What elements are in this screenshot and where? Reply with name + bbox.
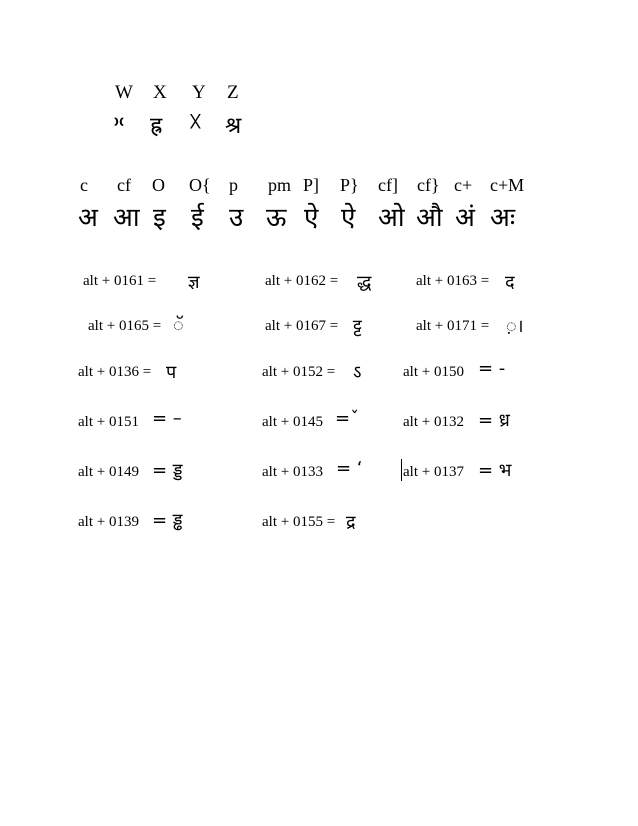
key-label: cf]	[378, 175, 398, 195]
mapped-glyph: ॅ	[173, 315, 184, 336]
mapped-glyph: = ध्र	[478, 410, 510, 431]
mapped-glyph: = -	[478, 358, 506, 379]
alt-code: alt + 0136 =	[78, 364, 152, 380]
mapped-glyph: = ड्ढ	[152, 510, 183, 531]
devanagari-char: अ	[78, 203, 98, 233]
alt-code: alt + 0162 =	[265, 273, 339, 289]
key-label: O{	[189, 175, 211, 195]
mapped-glyph: ऽ	[353, 362, 362, 383]
devanagari-char: अः	[490, 203, 516, 233]
alt-code: alt + 0133	[262, 464, 323, 480]
mapped-glyph: =ˇ	[335, 408, 360, 429]
key-label: P]	[303, 175, 320, 195]
devanagari-char: ऐ	[304, 203, 319, 233]
devanagari-char: इ	[153, 203, 166, 233]
key-label: cf	[117, 175, 131, 195]
key-label: c+M	[490, 175, 525, 195]
alt-code: alt + 0152 =	[262, 364, 336, 380]
devanagari-char: ऐ	[341, 203, 356, 233]
mapped-glyph: द्र	[346, 512, 356, 533]
alt-code: alt + 0137	[403, 464, 464, 480]
mapped-glyph: प	[166, 362, 177, 383]
key-label: Y	[192, 82, 206, 103]
devanagari-char: ई	[191, 203, 204, 233]
alt-code: alt + 0163 =	[416, 273, 490, 289]
devanagari-char: ᳵ	[190, 108, 201, 134]
mapped-glyph: ट्ट	[353, 316, 362, 337]
alt-code: alt + 0145	[262, 414, 323, 430]
key-label: cf}	[417, 175, 440, 195]
mapped-glyph: द	[505, 272, 515, 293]
alt-code: alt + 0149	[78, 464, 139, 480]
mapped-glyph: = –	[152, 408, 182, 429]
devanagari-char: ऊ	[266, 203, 287, 233]
mapped-glyph: = भ	[478, 460, 512, 481]
devanagari-char: औ	[416, 203, 443, 233]
devanagari-char: ओ	[378, 203, 405, 233]
devanagari-char: ᳳ	[114, 108, 125, 134]
key-label: O	[152, 175, 165, 195]
key-label: W	[115, 82, 133, 103]
alt-code: alt + 0171 =	[416, 318, 490, 334]
devanagari-char: उ	[229, 203, 244, 233]
mapped-glyph: ज्ञ	[188, 272, 200, 293]
alt-code: alt + 0161 =	[83, 273, 157, 289]
key-label: c	[80, 175, 88, 195]
key-label: c+	[454, 175, 473, 195]
alt-code: alt + 0167 =	[265, 318, 339, 334]
alt-code: alt + 0132	[403, 414, 464, 430]
key-label: pm	[268, 175, 292, 195]
alt-code: alt + 0165 =	[88, 318, 162, 334]
mapped-glyph: ़।	[506, 316, 524, 337]
mapped-glyph: = ड्ड	[152, 460, 183, 481]
mapped-glyph: द्ध	[357, 272, 372, 293]
alt-code: alt + 0139	[78, 514, 139, 530]
alt-code: alt + 0155 =	[262, 514, 336, 530]
key-label: X	[153, 82, 167, 103]
text-cursor	[401, 459, 402, 481]
alt-code: alt + 0150	[403, 364, 464, 380]
key-label: P}	[340, 175, 359, 195]
devanagari-char: ह्र	[150, 113, 163, 139]
devanagari-char: आ	[113, 203, 140, 233]
alt-code: alt + 0151	[78, 414, 139, 430]
devanagari-char: अं	[455, 203, 475, 233]
key-label: p	[229, 175, 238, 195]
devanagari-char: श्र	[225, 113, 242, 139]
key-label: Z	[227, 82, 239, 103]
mapped-glyph: = ‘	[336, 458, 363, 479]
